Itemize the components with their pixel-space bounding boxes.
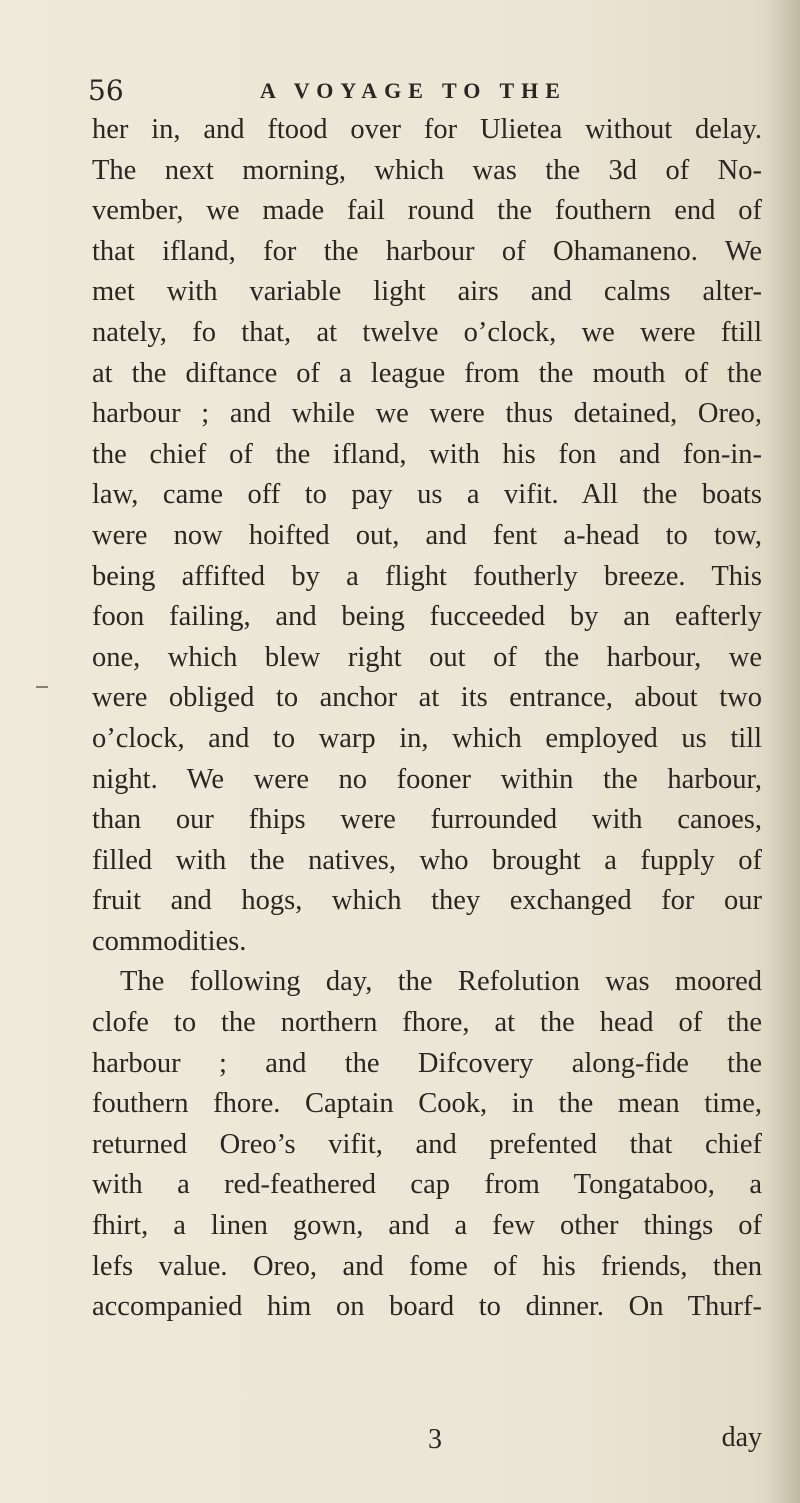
text-line: foon failing, and being fucceeded by an eafterly: [92, 601, 762, 633]
text-line: her in, and ftood over for Ulietea without delay.: [92, 114, 762, 145]
running-head-title: A VOYAGE TO THE: [260, 78, 567, 103]
text-line: fruit and hogs, which they exchanged for our: [92, 885, 762, 917]
text-line: nately, fo that, at twelve o’clock, we were ftill: [92, 316, 762, 348]
text-line: vember, we made fail round the fouthern end of: [92, 195, 762, 227]
running-head: [88, 74, 728, 114]
text-line: met with variable light airs and calms alter-: [92, 276, 762, 308]
text-line: were now hoifted out, and fent a-head to tow,: [92, 519, 762, 551]
body-text: [92, 110, 762, 1328]
text-line: harbour ; and while we were thus detained, Oreo,: [92, 398, 762, 430]
text-line: than our fhips were furrounded with canoes,: [92, 804, 762, 836]
text-line: with a red-feathered cap from Tongataboo, a: [92, 1169, 762, 1201]
text-line: returned Oreo’s vifit, and prefented that chief: [92, 1128, 762, 1160]
text-line: one, which blew right out of the harbour, we: [92, 641, 762, 673]
text-line: filled with the natives, who brought a fupply of: [92, 844, 762, 876]
text-line: fhirt, a linen gown, and a few other things of: [92, 1210, 762, 1242]
text-line: at the diftance of a league from the mouth of the: [92, 357, 762, 389]
text-line: harbour ; and the Difcovery along-fide the: [92, 1047, 762, 1079]
text-line: commodities.: [92, 925, 247, 957]
text-line: The following day, the Refolution was moored: [120, 966, 762, 998]
text-line: that ifland, for the harbour of Ohamaneno. We: [92, 235, 762, 267]
margin-mark: [36, 686, 48, 688]
page-number: 56: [88, 74, 124, 107]
text-line: o’clock, and to warp in, which employed us till: [92, 722, 762, 754]
signature-mark: 3: [428, 1424, 442, 1455]
text-line: The next morning, which was the 3d of No-: [92, 154, 762, 186]
text-line: fouthern fhore. Captain Cook, in the mean time,: [92, 1088, 762, 1120]
text-line: were obliged to anchor at its entrance, about two: [92, 682, 762, 714]
text-line: accompanied him on board to dinner. On Thurf-: [92, 1291, 762, 1323]
text-line: night. We were no fooner within the harbour,: [92, 763, 762, 795]
text-line: clofe to the northern fhore, at the head of the: [92, 1007, 762, 1039]
text-line: lefs value. Oreo, and fome of his friends, then: [92, 1250, 762, 1282]
text-line: law, came off to pay us a vifit. All the boats: [92, 479, 762, 511]
page-edge-shadow: [766, 0, 800, 1503]
text-line: being affifted by a flight foutherly breeze. This: [92, 560, 762, 592]
text-line: the chief of the ifland, with his fon and fon-in-: [92, 438, 762, 470]
catchword: day: [721, 1422, 762, 1453]
catchline: [92, 1422, 762, 1462]
